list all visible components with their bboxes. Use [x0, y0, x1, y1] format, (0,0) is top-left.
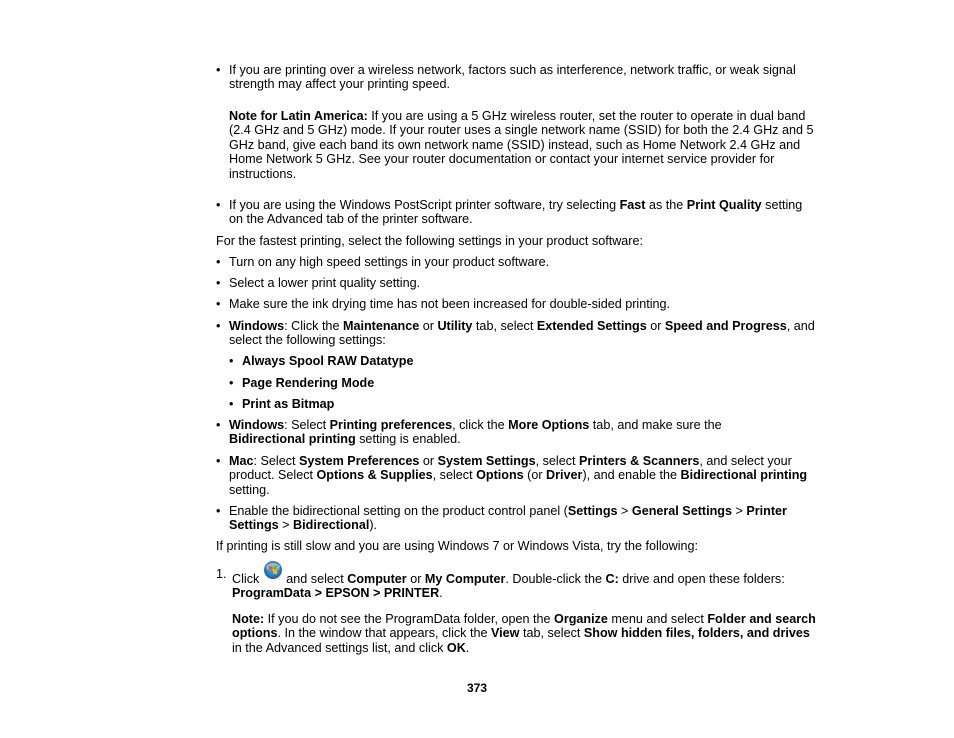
step-number: 1. — [216, 567, 227, 581]
bullet-mac: Mac: Select System Preferences or System Settings, select Printers & Scanners, and select your product. Select Options & Supplies, select Options (or Driver), and enable the Bidirectional printing setting. — [229, 454, 808, 497]
bullet-control-panel: Enable the bidirectional setting on the product control panel (Settings > General Settings > Printer Settings > Bidirectional). — [229, 504, 787, 533]
sub-item-bitmap: Print as Bitmap — [242, 397, 335, 411]
bullet-windows-bidirectional: Windows: Select Printing preferences, click the More Options tab, and make sure the Bidirectional printing setting is enabled. — [229, 418, 722, 447]
bullet-marker: • — [216, 276, 221, 290]
bullet-marker: • — [216, 63, 221, 77]
bullet-postscript: If you are using the Windows PostScript printer software, try selecting Fast as the Print Quality setting on the Advanced tab of the printer software. — [229, 198, 803, 227]
bullet-wireless: If you are printing over a wireless network, factors such as interference, network traffic, or weak signal strength may affect your printing speed. — [229, 63, 796, 92]
sub-bullet-marker: • — [229, 376, 234, 390]
slow-intro: If printing is still slow and you are using Windows 7 or Windows Vista, try the following: — [216, 539, 699, 553]
bullet-windows-extended: Windows: Click the Maintenance or Utility tab, select Extended Settings or Speed and Progress, and select the following settings: — [229, 319, 815, 348]
windows-start-orb-icon — [264, 561, 282, 579]
note-programdata: Note: If you do not see the ProgramData folder, open the Organize menu and select Folder and search options. In the window that appears, click the View tab, select Show hidden files, folders, and drives in the Advanced settings list, and click OK. — [232, 612, 816, 655]
bullet-high-speed: Turn on any high speed settings in your product software. — [229, 255, 550, 269]
note-latin-america: Note for Latin America: If you are using a 5 GHz wireless router, set the router to operate in dual band (2.4 GHz and 5 GHz) mode. If your router uses a single network name (SSID) for both the 2.4 GHz and 5 GHz band, give each band its own network name (SSID) instead, such as Home Network 2.4 GHz and Home Network 5 GHz. See your router documentation or contact your internet service provider for instructions. — [229, 109, 814, 181]
bullet-marker: • — [216, 504, 221, 518]
bullet-marker: • — [216, 255, 221, 269]
sub-item-spool: Always Spool RAW Datatype — [242, 354, 414, 368]
bullet-lower-quality: Select a lower print quality setting. — [229, 276, 421, 290]
bullet-marker: • — [216, 319, 221, 333]
sub-bullet-marker: • — [229, 397, 234, 411]
bullet-marker: • — [216, 418, 221, 432]
bullet-marker: • — [216, 454, 221, 468]
bullet-marker: • — [216, 297, 221, 311]
sub-item-rendering: Page Rendering Mode — [242, 376, 375, 390]
note-label: Note for Latin America: — [229, 109, 368, 123]
sub-bullet-marker: • — [229, 354, 234, 368]
bullet-marker: • — [216, 198, 221, 212]
bullet-drying-time: Make sure the ink drying time has not been increased for double-sided printing. — [229, 297, 671, 311]
step-1-text: Click and select Computer or My Computer. Double-click the C: drive and open these folders: ProgramData > EPSON > PRINTER. — [232, 567, 822, 601]
page-number: 373 — [466, 681, 488, 695]
fastest-intro: For the fastest printing, select the following settings in your product software: — [216, 234, 644, 248]
